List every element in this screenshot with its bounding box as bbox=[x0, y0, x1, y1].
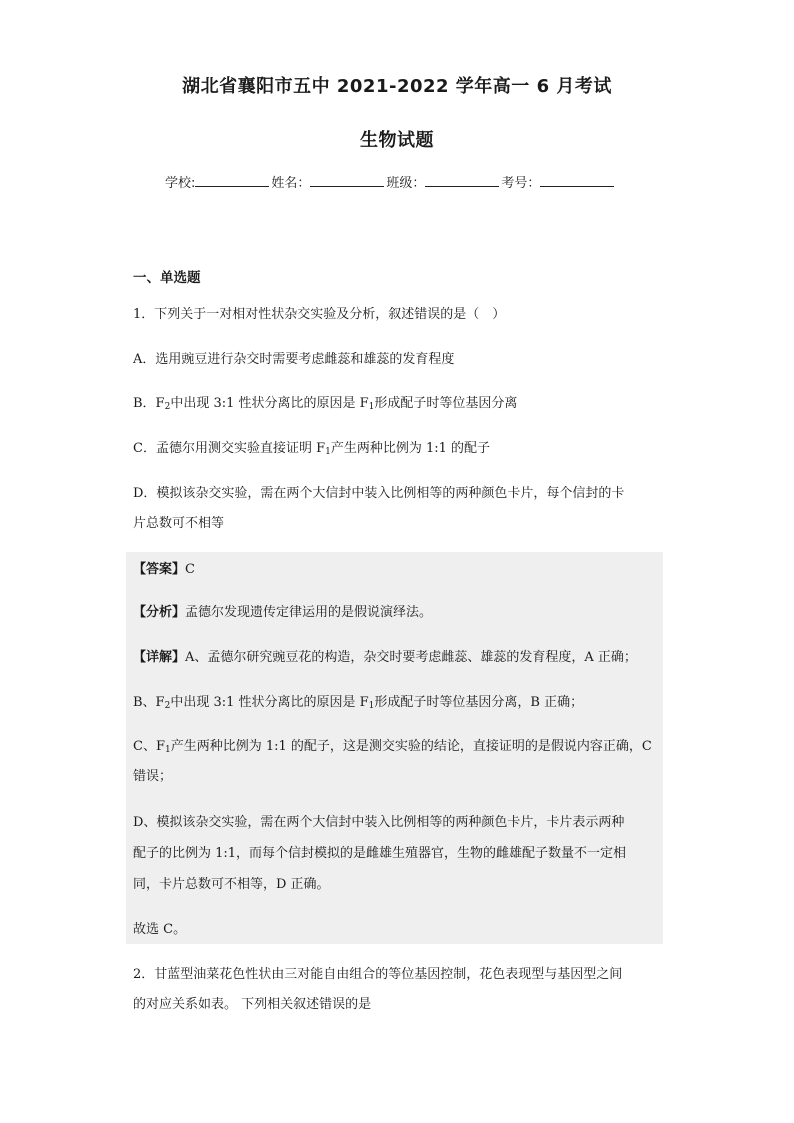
school-label: 学校: bbox=[165, 176, 196, 191]
answer-label: 【答案】 bbox=[133, 562, 186, 577]
answer-line bbox=[133, 561, 195, 579]
analysis-text: 孟德尔发现遗传定律运用的是假说演绎法。 bbox=[185, 605, 433, 620]
detail-text: 中出现 3:1 性状分离比的原因是 F bbox=[170, 695, 369, 710]
question-1-option-a: A．选用豌豆进行杂交时需要考虑雌蕊和雄蕊的发育程度 bbox=[133, 352, 455, 367]
detail-line-d2: 配子的比例为 1:1，而每个信封模拟的是雌雄生殖器官，生物的雌雄配子数量不一定相 bbox=[133, 846, 627, 861]
option-b-text: 中出现 3:1 性状分离比的原因是 F bbox=[170, 396, 369, 411]
subscript: 1 bbox=[368, 402, 375, 412]
detail-line-d3: 同，卡片总数可不相等，D 正确。 bbox=[133, 877, 330, 892]
id-label: 考号： bbox=[501, 176, 541, 191]
detail-line-c-continued: 错误； bbox=[133, 769, 173, 784]
section-title: 一、单选题 bbox=[133, 270, 201, 286]
document-subtitle: 生物试题 bbox=[360, 130, 434, 151]
student-info-line bbox=[165, 172, 616, 191]
name-label: 姓名： bbox=[271, 176, 311, 191]
analysis-label: 【分析】 bbox=[133, 605, 186, 620]
class-label: 班级： bbox=[386, 176, 426, 191]
school-blank bbox=[195, 174, 269, 187]
question-1-option-d-line1: D．模拟该杂交实验，需在两个大信封中装入比例相等的两种颜色卡片，每个信封的卡 bbox=[133, 486, 625, 501]
id-blank bbox=[540, 174, 614, 187]
option-b-text: B．F bbox=[133, 396, 165, 411]
document-title: 湖北省襄阳市五中 2021-2022 学年高一 6 月考试 bbox=[182, 76, 612, 97]
answer-value: C bbox=[185, 562, 195, 577]
detail-text: 产生两种比例为 1:1 的配子，这是测交实验的结论，直接证明的是假说内容正确，C bbox=[170, 739, 652, 754]
detail-text: B、F bbox=[133, 695, 165, 710]
detail-text: A、孟德尔研究豌豆花的构造，杂交时要考虑雌蕊、雄蕊的发育程度，A 正确； bbox=[185, 650, 637, 665]
option-c-text: C．孟德尔用测交实验直接证明 F bbox=[133, 441, 326, 456]
detail-line-a bbox=[133, 649, 637, 667]
question-1-option-d-line2: 片总数可不相等 bbox=[133, 516, 225, 531]
detail-line-d1: D、模拟该杂交实验，需在两个大信封中装入比例相等的两种颜色卡片，卡片表示两种 bbox=[133, 815, 625, 830]
detail-line-b bbox=[133, 694, 583, 712]
subscript: 1 bbox=[368, 701, 375, 711]
detail-text: C、F bbox=[133, 739, 165, 754]
analysis-line bbox=[133, 604, 432, 622]
detail-text: 形成配子时等位基因分离，B 正确； bbox=[374, 695, 584, 710]
name-blank bbox=[310, 174, 384, 187]
subscript: 1 bbox=[325, 447, 331, 457]
class-blank bbox=[425, 174, 499, 187]
question-1-stem: 1．下列关于一对相对性状杂交实验及分析，叙述错误的是（ ） bbox=[133, 307, 506, 322]
conclusion-line: 故选 C。 bbox=[133, 922, 187, 937]
detail-line-c bbox=[133, 738, 652, 756]
option-b-text: 形成配子时等位基因分离 bbox=[374, 396, 518, 411]
question-1-option-c bbox=[133, 440, 490, 458]
detail-label: 【详解】 bbox=[133, 650, 186, 665]
question-2-stem-line1: 2．甘蓝型油菜花色性状由三对能自由组合的等位基因控制，花色表现型与基因型之间 bbox=[133, 967, 623, 982]
option-c-text: 产生两种比例为 1:1 的配子 bbox=[330, 441, 491, 456]
subscript: 2 bbox=[164, 701, 171, 711]
question-1-option-b bbox=[133, 395, 517, 413]
subscript: 1 bbox=[164, 745, 171, 755]
question-2-stem-line2: 的对应关系如表。 下列相关叙述错误的是 bbox=[133, 997, 372, 1012]
subscript: 2 bbox=[164, 402, 171, 412]
